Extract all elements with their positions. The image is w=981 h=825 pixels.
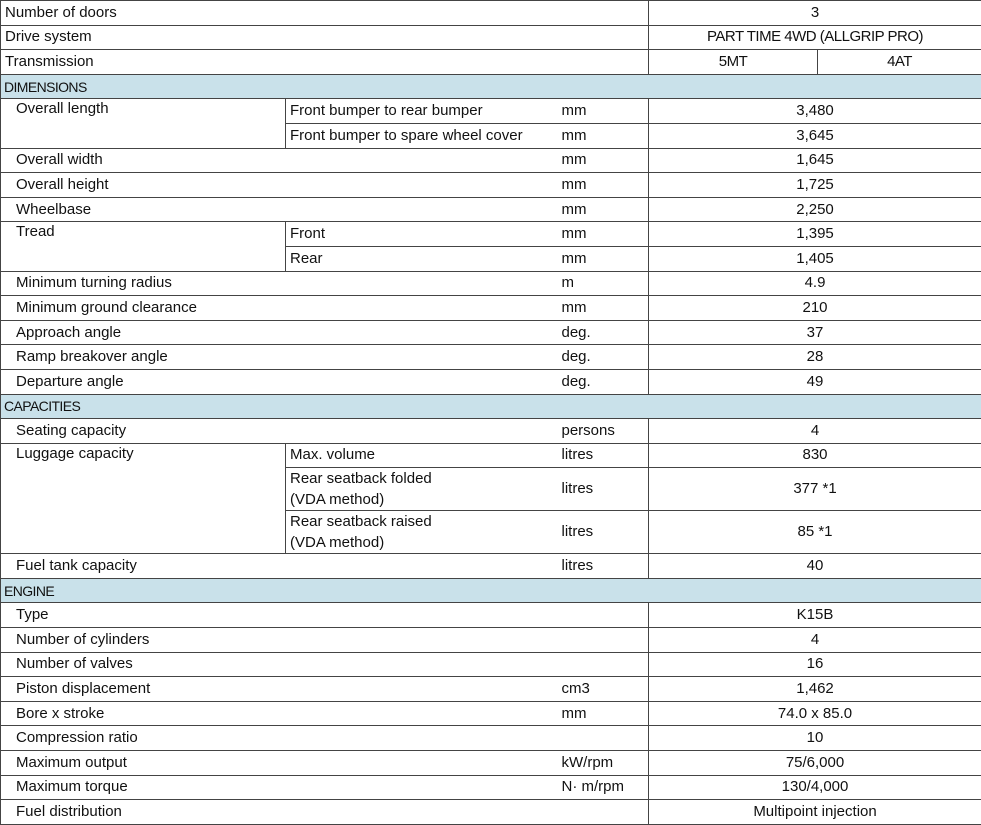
label-compression: Compression ratio	[1, 726, 558, 751]
unit-luggage-folded: litres	[558, 468, 649, 511]
unit-compression	[558, 726, 649, 751]
row-ramp-angle	[1, 345, 981, 370]
unit-max-torque: N· m/rpm	[558, 775, 649, 800]
row-luggage-max	[1, 443, 981, 468]
label-fuel-distribution: Fuel distribution	[1, 800, 558, 825]
unit-luggage-max: litres	[558, 443, 649, 468]
value-tread-front: 1,395	[649, 222, 981, 247]
row-ground-clearance	[1, 296, 981, 321]
unit-max-output: kW/rpm	[558, 751, 649, 776]
row-displacement	[1, 677, 981, 702]
label-fuel-tank: Fuel tank capacity	[1, 554, 558, 579]
value-max-output: 75/6,000	[649, 751, 981, 776]
label-bore-stroke: Bore x stroke	[1, 701, 558, 726]
row-approach-angle	[1, 320, 981, 345]
section-engine	[1, 578, 981, 603]
row-departure-angle	[1, 369, 981, 394]
unit-ground-clearance: mm	[558, 296, 649, 321]
value-fuel-tank: 40	[649, 554, 981, 579]
row-compression	[1, 726, 981, 751]
label-turning-radius: Minimum turning radius	[1, 271, 558, 296]
label-wheelbase: Wheelbase	[1, 197, 558, 222]
sublabel-tread-rear: Rear	[286, 246, 558, 271]
unit-seating-capacity: persons	[558, 419, 649, 444]
value-turning-radius: 4.9	[649, 271, 981, 296]
unit-tread-front: mm	[558, 222, 649, 247]
sublabel-luggage-raised-line1: Rear seatback raised	[290, 513, 432, 531]
value-ground-clearance: 210	[649, 296, 981, 321]
section-title-engine: ENGINE	[1, 578, 981, 603]
unit-displacement: cm3	[558, 677, 649, 702]
value-bore-stroke: 74.0 x 85.0	[649, 701, 981, 726]
sublabel-tread-front: Front	[286, 222, 558, 247]
value-luggage-max: 830	[649, 443, 981, 468]
value-valves: 16	[649, 652, 981, 677]
unit-approach-angle: deg.	[558, 320, 649, 345]
value-seating-capacity: 4	[649, 419, 981, 444]
unit-cylinders	[558, 628, 649, 653]
label-overall-length: Overall length	[1, 99, 286, 148]
label-transmission: Transmission	[1, 50, 649, 75]
row-overall-length-1	[1, 99, 981, 124]
label-cylinders: Number of cylinders	[1, 628, 558, 653]
row-overall-height	[1, 173, 981, 198]
label-displacement: Piston displacement	[1, 677, 558, 702]
unit-tread-rear: mm	[558, 246, 649, 271]
sublabel-bumper-to-spare-wheel: Front bumper to spare wheel cover	[286, 123, 558, 148]
sublabel-luggage-folded-line2: (VDA method)	[290, 491, 385, 509]
label-max-output: Maximum output	[1, 751, 558, 776]
row-tread-front	[1, 222, 981, 247]
label-drive-system: Drive system	[1, 25, 649, 50]
row-valves	[1, 652, 981, 677]
label-luggage-capacity: Luggage capacity	[1, 443, 286, 554]
unit-fuel-tank: litres	[558, 554, 649, 579]
section-title-capacities: CAPACITIES	[1, 394, 981, 419]
row-max-output	[1, 751, 981, 776]
value-bumper-to-bumper: 3,480	[649, 99, 981, 124]
sublabel-luggage-folded-line1: Rear seatback folded	[290, 470, 432, 488]
row-number-of-doors	[1, 1, 981, 26]
unit-luggage-raised: litres	[558, 511, 649, 554]
sublabel-luggage-raised-line2: (VDA method)	[290, 534, 385, 552]
value-overall-height: 1,725	[649, 173, 981, 198]
unit-wheelbase: mm	[558, 197, 649, 222]
value-tread-rear: 1,405	[649, 246, 981, 271]
unit-ramp-angle: deg.	[558, 345, 649, 370]
label-max-torque: Maximum torque	[1, 775, 558, 800]
sublabel-bumper-to-bumper: Front bumper to rear bumper	[286, 99, 558, 124]
unit-valves	[558, 652, 649, 677]
row-seating-capacity	[1, 419, 981, 444]
value-wheelbase: 2,250	[649, 197, 981, 222]
value-overall-width: 1,645	[649, 148, 981, 173]
label-tread: Tread	[1, 222, 286, 271]
row-wheelbase	[1, 197, 981, 222]
row-transmission	[1, 50, 981, 75]
sublabel-luggage-max: Max. volume	[286, 443, 558, 468]
unit-bore-stroke: mm	[558, 701, 649, 726]
row-turning-radius	[1, 271, 981, 296]
value-transmission-4at: 4AT	[818, 50, 981, 75]
value-cylinders: 4	[649, 628, 981, 653]
row-max-torque	[1, 775, 981, 800]
value-transmission-5mt: 5MT	[649, 50, 818, 75]
unit-bumper-to-bumper: mm	[558, 99, 649, 124]
value-number-of-doors: 3	[649, 1, 981, 26]
label-ramp-angle: Ramp breakover angle	[1, 345, 558, 370]
value-luggage-folded: 377 *1	[649, 468, 981, 511]
label-departure-angle: Departure angle	[1, 369, 558, 394]
value-bumper-to-spare-wheel: 3,645	[649, 123, 981, 148]
section-dimensions	[1, 74, 981, 99]
label-overall-width: Overall width	[1, 148, 558, 173]
label-valves: Number of valves	[1, 652, 558, 677]
value-departure-angle: 49	[649, 369, 981, 394]
section-capacities	[1, 394, 981, 419]
unit-bumper-to-spare-wheel: mm	[558, 123, 649, 148]
unit-departure-angle: deg.	[558, 369, 649, 394]
row-overall-width	[1, 148, 981, 173]
row-fuel-distribution	[1, 800, 981, 825]
sublabel-luggage-folded	[286, 468, 558, 511]
row-bore-stroke	[1, 701, 981, 726]
unit-turning-radius: m	[558, 271, 649, 296]
row-cylinders	[1, 628, 981, 653]
value-drive-system: PART TIME 4WD (ALLGRIP PRO)	[649, 25, 981, 50]
value-compression: 10	[649, 726, 981, 751]
sublabel-luggage-raised	[286, 511, 558, 554]
label-seating-capacity: Seating capacity	[1, 419, 558, 444]
value-fuel-distribution: Multipoint injection	[649, 800, 981, 825]
value-engine-type: K15B	[649, 603, 981, 628]
unit-overall-width: mm	[558, 148, 649, 173]
label-approach-angle: Approach angle	[1, 320, 558, 345]
label-overall-height: Overall height	[1, 173, 558, 198]
unit-overall-height: mm	[558, 173, 649, 198]
row-fuel-tank	[1, 554, 981, 579]
label-ground-clearance: Minimum ground clearance	[1, 296, 558, 321]
section-title-dimensions: DIMENSIONS	[1, 74, 981, 99]
value-approach-angle: 37	[649, 320, 981, 345]
unit-fuel-distribution	[558, 800, 649, 825]
row-drive-system	[1, 25, 981, 50]
value-luggage-raised: 85 *1	[649, 511, 981, 554]
value-ramp-angle: 28	[649, 345, 981, 370]
value-max-torque: 130/4,000	[649, 775, 981, 800]
value-displacement: 1,462	[649, 677, 981, 702]
label-number-of-doors: Number of doors	[1, 1, 649, 26]
row-engine-type	[1, 603, 981, 628]
label-engine-type: Type	[1, 603, 558, 628]
unit-engine-type	[558, 603, 649, 628]
